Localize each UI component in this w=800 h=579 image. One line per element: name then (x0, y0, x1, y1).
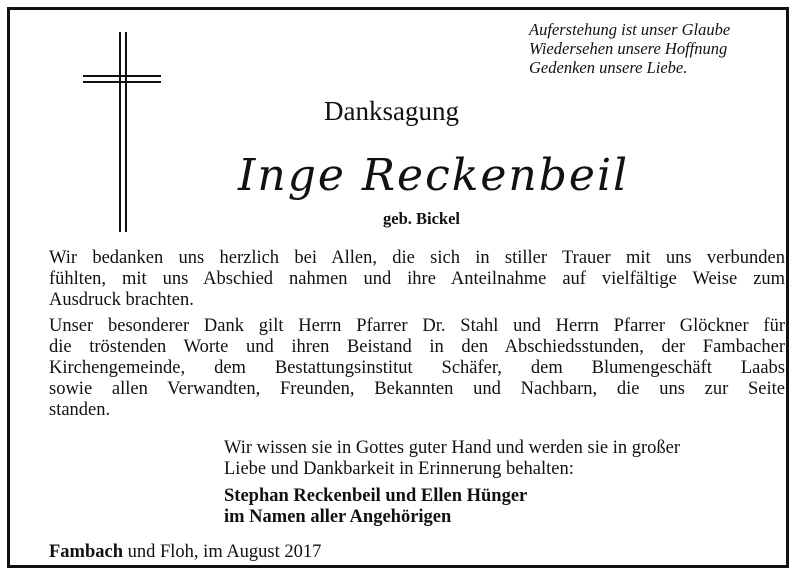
birth-name: geb. Bickel (383, 209, 460, 228)
verse-line-3: Gedenken unsere Liebe. (529, 58, 688, 77)
deceased-name: Inge Reckenbeil (238, 150, 630, 201)
verse-line-1: Auferstehung ist unser Glaube (529, 20, 731, 39)
place-and-date (49, 542, 321, 563)
verse-block (529, 20, 730, 77)
paragraph-line: standen. (49, 400, 111, 420)
place-town: Fambach (49, 542, 123, 562)
paragraph-line: Wir bedanken uns herzlich bei Allen, die sich in stiller Trauer mit uns verbunden (49, 248, 785, 268)
place-date: und Floh, im August 2017 (123, 542, 322, 562)
signers (224, 486, 527, 528)
christian-cross-icon (83, 32, 161, 232)
signers-line-2: im Namen aller Angehörigen (224, 507, 452, 527)
thanks-paragraph-1 (49, 248, 785, 311)
heading: Danksagung (324, 96, 459, 126)
closing-line-1: Wir wissen sie in Gottes guter Hand und werden sie in großer (224, 438, 680, 458)
signers-line-1: Stephan Reckenbeil und Ellen Hünger (224, 486, 528, 506)
closing-line-2: Liebe und Dankbarkeit in Erinnerung behalten: (224, 459, 574, 479)
verse-line-2: Wiedersehen unsere Hoffnung (529, 39, 728, 58)
paragraph-line: Ausdruck brachten. (49, 290, 194, 310)
paragraph-line: fühlten, mit uns Abschied nahmen und ihre Anteilnahme auf vielfältige Weise zum (49, 269, 785, 289)
paragraph-line: Unser besonderer Dank gilt Herrn Pfarrer Dr. Stahl und Herrn Pfarrer Glöckner für (49, 316, 785, 336)
closing-text (224, 438, 680, 480)
thanks-paragraph-2 (49, 316, 785, 421)
paragraph-line: die tröstenden Worte und ihren Beistand in den Abschiedsstunden, der Fambacher (49, 337, 785, 357)
obituary-card (7, 7, 789, 568)
paragraph-line: Kirchengemeinde, dem Bestattungsinstitut Schäfer, dem Blumengeschäft Laabs (49, 358, 785, 378)
paragraph-line: sowie allen Verwandten, Freunden, Bekannten und Nachbarn, die uns zur Seite (49, 379, 785, 399)
